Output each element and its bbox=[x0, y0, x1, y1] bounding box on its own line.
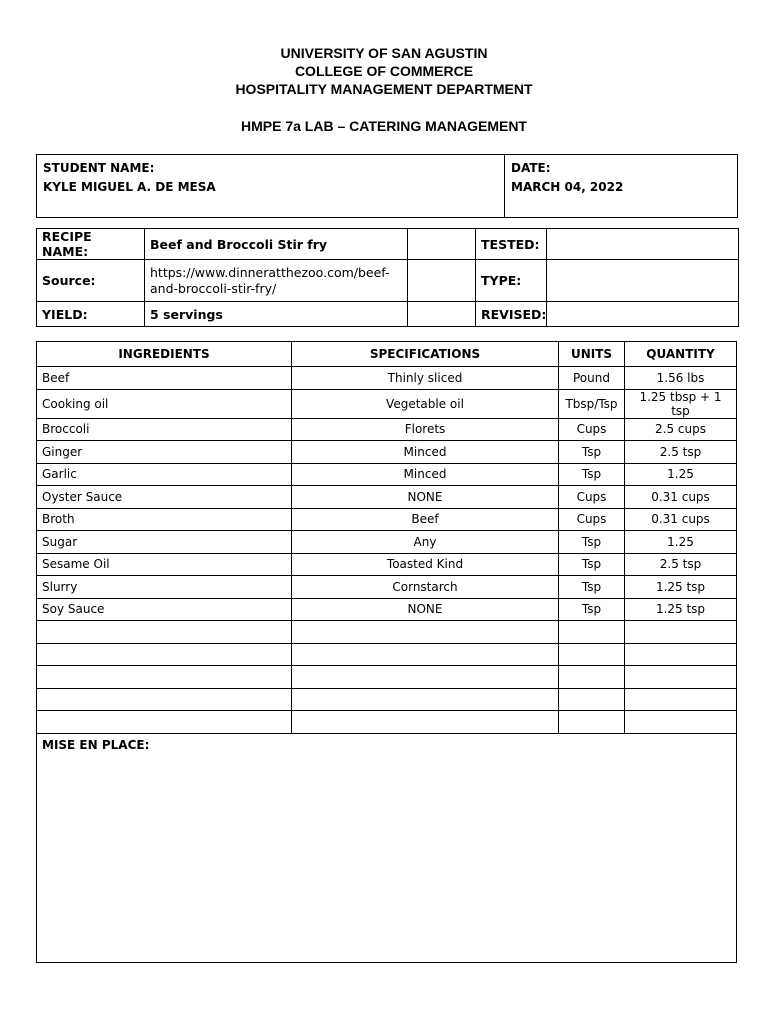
ingredient-specification: Florets bbox=[292, 418, 559, 441]
source-url-line2: and-broccoli-stir-fry/ bbox=[150, 280, 277, 296]
mise-en-place-cell bbox=[37, 733, 737, 962]
source-value bbox=[145, 260, 408, 302]
table-row bbox=[37, 576, 737, 599]
student-name-value: KYLE MIGUEL A. DE MESA bbox=[43, 180, 216, 194]
ingredient-quantity: 1.56 lbs bbox=[625, 367, 737, 390]
blank-cell bbox=[408, 260, 476, 302]
department-name: HOSPITALITY MANAGEMENT DEPARTMENT bbox=[235, 81, 533, 97]
source-url-line1: https://www.dinneratthezoo.com/beef- bbox=[150, 264, 390, 280]
ingredient-specification bbox=[292, 711, 559, 734]
ingredient-unit: Tsp bbox=[559, 598, 625, 621]
yield-label: YIELD: bbox=[37, 302, 145, 327]
tested-value bbox=[547, 229, 739, 260]
ingredient-quantity: 1.25 tbsp + 1 tsp bbox=[625, 389, 737, 418]
revised-value bbox=[547, 302, 739, 327]
revised-label: REVISED: bbox=[476, 302, 547, 327]
ingredient-name: Broth bbox=[37, 508, 292, 531]
ingredient-specification bbox=[292, 688, 559, 711]
ingredient-specification: Minced bbox=[292, 441, 559, 464]
ingredient-quantity: 2.5 tsp bbox=[625, 441, 737, 464]
ingredient-specification: Vegetable oil bbox=[292, 389, 559, 418]
recipe-name-label: RECIPE NAME: bbox=[37, 229, 145, 260]
ingredient-specification bbox=[292, 621, 559, 644]
ingredient-name: Ginger bbox=[37, 441, 292, 464]
ingredient-specification: NONE bbox=[292, 598, 559, 621]
ingredient-quantity: 1.25 bbox=[625, 531, 737, 554]
ingredient-name: Beef bbox=[37, 367, 292, 390]
blank-cell bbox=[408, 229, 476, 260]
ingredient-unit: Tsp bbox=[559, 576, 625, 599]
ingredient-quantity bbox=[625, 688, 737, 711]
ingredient-quantity bbox=[625, 666, 737, 689]
ingredient-name bbox=[37, 621, 292, 644]
type-label: TYPE: bbox=[476, 260, 547, 302]
ingredient-quantity: 2.5 cups bbox=[625, 418, 737, 441]
mise-en-place-label: MISE EN PLACE: bbox=[42, 737, 150, 752]
recipe-info-table bbox=[36, 228, 739, 327]
ingredient-specification: Any bbox=[292, 531, 559, 554]
table-row bbox=[37, 463, 737, 486]
ingredients-body bbox=[37, 367, 737, 734]
table-row bbox=[37, 688, 737, 711]
ingredient-quantity: 1.25 bbox=[625, 463, 737, 486]
table-row bbox=[37, 389, 737, 418]
ingredient-name: Sesame Oil bbox=[37, 553, 292, 576]
ingredient-unit: Cups bbox=[559, 508, 625, 531]
ingredient-name: Oyster Sauce bbox=[37, 486, 292, 509]
date-value: MARCH 04, 2022 bbox=[511, 180, 624, 194]
ingredient-quantity: 2.5 tsp bbox=[625, 553, 737, 576]
table-row bbox=[37, 486, 737, 509]
course-title: HMPE 7a LAB – CATERING MANAGEMENT bbox=[241, 118, 527, 134]
ingredient-unit bbox=[559, 621, 625, 644]
table-row bbox=[37, 666, 737, 689]
ingredient-name bbox=[37, 666, 292, 689]
type-value bbox=[547, 260, 739, 302]
source-label: Source: bbox=[37, 260, 145, 302]
ingredient-unit bbox=[559, 711, 625, 734]
ingredient-unit: Tsp bbox=[559, 553, 625, 576]
table-row bbox=[37, 367, 737, 390]
ingredient-name: Slurry bbox=[37, 576, 292, 599]
ingredient-name: Sugar bbox=[37, 531, 292, 554]
ingredient-unit bbox=[559, 666, 625, 689]
ingredient-specification: Beef bbox=[292, 508, 559, 531]
student-info-table bbox=[36, 154, 738, 218]
ingredient-name: Cooking oil bbox=[37, 389, 292, 418]
ingredient-unit: Cups bbox=[559, 418, 625, 441]
ingredient-name bbox=[37, 711, 292, 734]
ingredient-specification: Minced bbox=[292, 463, 559, 486]
document-header bbox=[0, 44, 768, 98]
table-row bbox=[37, 531, 737, 554]
ingredient-specification: Thinly sliced bbox=[292, 367, 559, 390]
ingredient-unit bbox=[559, 643, 625, 666]
ingredient-specification: Toasted Kind bbox=[292, 553, 559, 576]
table-row bbox=[37, 553, 737, 576]
table-row bbox=[37, 508, 737, 531]
recipe-name-value: Beef and Broccoli Stir fry bbox=[145, 229, 408, 260]
ingredients-table bbox=[36, 341, 737, 963]
ingredient-unit: Tsp bbox=[559, 531, 625, 554]
date-label: DATE: bbox=[511, 161, 551, 175]
ingredient-unit: Cups bbox=[559, 486, 625, 509]
table-row bbox=[37, 418, 737, 441]
yield-value: 5 servings bbox=[145, 302, 408, 327]
table-row bbox=[37, 441, 737, 464]
table-row bbox=[37, 598, 737, 621]
date-cell bbox=[505, 155, 738, 218]
ingredient-specification bbox=[292, 666, 559, 689]
blank-cell bbox=[408, 302, 476, 327]
table-row bbox=[37, 621, 737, 644]
column-header-ingredients: INGREDIENTS bbox=[37, 342, 292, 367]
ingredient-quantity bbox=[625, 621, 737, 644]
column-header-units: UNITS bbox=[559, 342, 625, 367]
table-row bbox=[37, 643, 737, 666]
ingredient-specification: NONE bbox=[292, 486, 559, 509]
ingredient-unit bbox=[559, 688, 625, 711]
column-header-specifications: SPECIFICATIONS bbox=[292, 342, 559, 367]
ingredient-quantity bbox=[625, 643, 737, 666]
ingredient-unit: Tsp bbox=[559, 441, 625, 464]
column-header-quantity: QUANTITY bbox=[625, 342, 737, 367]
ingredient-specification: Cornstarch bbox=[292, 576, 559, 599]
table-row bbox=[37, 711, 737, 734]
ingredient-unit: Tbsp/Tsp bbox=[559, 389, 625, 418]
ingredient-specification bbox=[292, 643, 559, 666]
college-name: COLLEGE OF COMMERCE bbox=[294, 63, 474, 79]
ingredient-name: Garlic bbox=[37, 463, 292, 486]
ingredients-header-row bbox=[37, 342, 737, 367]
ingredient-quantity: 1.25 tsp bbox=[625, 576, 737, 599]
ingredient-unit: Pound bbox=[559, 367, 625, 390]
ingredient-name bbox=[37, 643, 292, 666]
ingredient-quantity: 0.31 cups bbox=[625, 486, 737, 509]
ingredient-name: Soy Sauce bbox=[37, 598, 292, 621]
university-name: UNIVERSITY OF SAN AGUSTIN bbox=[280, 45, 488, 61]
ingredient-quantity: 1.25 tsp bbox=[625, 598, 737, 621]
ingredient-quantity bbox=[625, 711, 737, 734]
ingredient-name bbox=[37, 688, 292, 711]
ingredient-name: Broccoli bbox=[37, 418, 292, 441]
student-name-cell bbox=[37, 155, 505, 218]
ingredient-unit: Tsp bbox=[559, 463, 625, 486]
tested-label: TESTED: bbox=[476, 229, 547, 260]
ingredient-quantity: 0.31 cups bbox=[625, 508, 737, 531]
student-name-label: STUDENT NAME: bbox=[43, 161, 155, 175]
